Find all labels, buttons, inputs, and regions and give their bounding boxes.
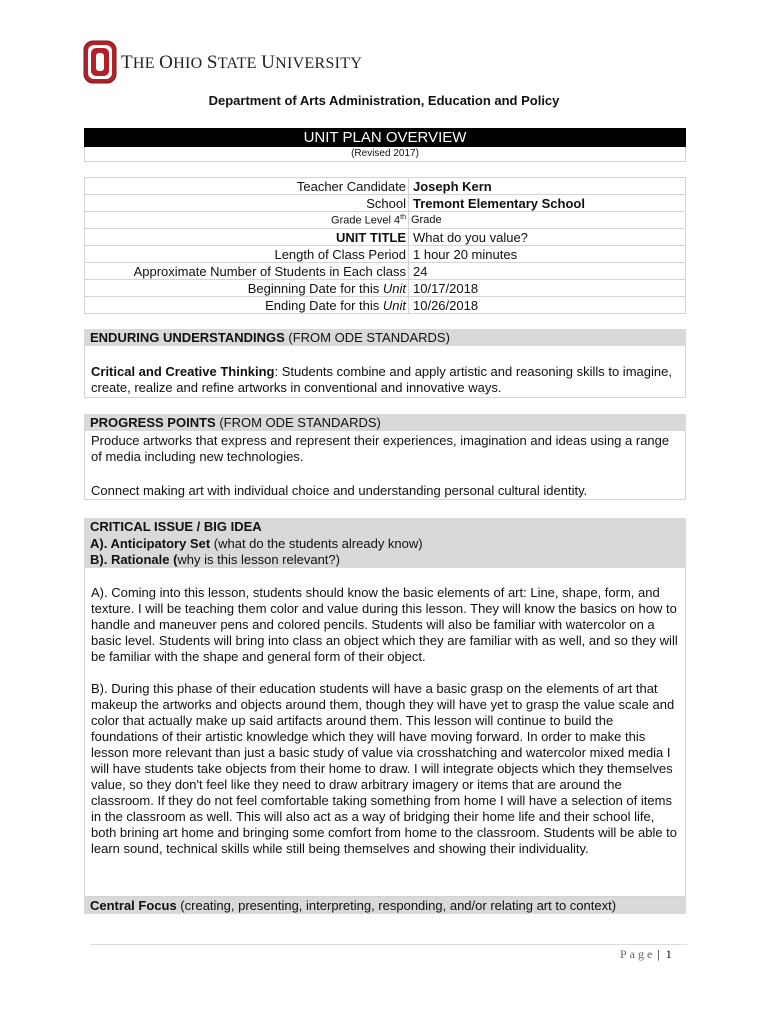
teacher-label: Teacher Candidate	[296, 179, 406, 194]
page-number: Page | 1	[620, 947, 672, 961]
row-end-date	[84, 297, 686, 314]
progress-header: PROGRESS POINTS (FROM ODE STANDARDS)	[84, 414, 686, 431]
row-grade	[84, 212, 686, 229]
central-focus-header: Central Focus (creating, presenting, interpreting, responding, and/or relating art to context)	[84, 897, 686, 914]
university-name: THE OHIO STATE UNIVERSITY	[121, 52, 363, 73]
critical-body	[84, 568, 686, 897]
unit-title-value: What do you value?	[413, 230, 528, 245]
revised-note: (Revised 2017)	[84, 147, 686, 162]
footer-rule	[90, 944, 687, 945]
critical-title: CRITICAL ISSUE / BIG IDEA	[90, 519, 262, 534]
length-label: Length of Class Period	[274, 247, 406, 262]
critical-header	[84, 518, 686, 568]
unit-title-label: UNIT TITLE	[335, 230, 406, 245]
enduring-header: ENDURING UNDERSTANDINGS (FROM ODE STANDARDS)	[84, 329, 686, 346]
school-label: School	[366, 196, 406, 211]
students-label: Approximate Number of Students in Each class	[133, 264, 406, 279]
students-value: 24	[413, 264, 428, 279]
enduring-body: Critical and Creative Thinking: Students combine and apply artistic and reasoning skills to imagine, create, realize and refine artworks in conventional and innovative ways.	[84, 346, 686, 398]
row-school	[84, 195, 686, 212]
row-students	[84, 263, 686, 280]
school-value: Tremont Elementary School	[413, 196, 585, 211]
anticipatory-set-heading: A). Anticipatory Set (what do the students already know)	[90, 535, 423, 551]
teacher-value: Joseph Kern	[413, 179, 492, 194]
end-value: 10/26/2018	[413, 298, 479, 313]
grade-value: Grade	[411, 214, 442, 226]
unit-plan-title: UNIT PLAN OVERVIEW	[84, 128, 686, 147]
progress-point-1: Produce artworks that express and represent their experiences, imagination and ideas using a range of media including new technologies.	[91, 433, 670, 464]
length-value: 1 hour 20 minutes	[413, 247, 518, 262]
department-name: Department of Arts Administration, Education and Policy	[208, 93, 560, 108]
anticipatory-set-text: A). Coming into this lesson, students should know the basic elements of art: Line, shape, form, and texture. I will be teaching them color and value during this lesson. They will know the basics on how to handle and maneuver pens and colored pencils. Students will also be familiar with watercolor on a basic level. Students will bring into class an object which they are familiar with as well, and so they will be familiar with the shape and general form of their object.	[91, 585, 678, 664]
ohio-state-block-o-logo	[83, 40, 117, 84]
rationale-heading: B). Rationale (why is this lesson relevant?)	[90, 552, 340, 567]
end-label: Ending Date for this Unit	[265, 298, 406, 313]
rationale-text: B). During this phase of their education students will have a basic grasp on the elements of art that makeup the artworks and objects around them, though they will have yet to grasp the value scale and color that actually make up said artifacts around them. This lesson will continue to build the foundations of their artistic knowledge which they will have moving forward. In order to make this lesson more relevant than just a basic study of value via crosshatching and watercolor mixed media I will have students take objects from their home to draw. I will integrate objects which they themselves value, so they don't feel like they need to draw arbitrary imagery or items that are around the classroom. If they do not feel comfortable taking something from home I will have a selection of items in the classroom as well. This will also act as a way of bridging their home life and their school life, both brining art home and bringing some comfort from home to the classroom. Students will be able to learn sound, technical skills while still being themselves and showing their individuality.	[91, 681, 678, 856]
begin-label: Beginning Date for this Unit	[247, 281, 406, 296]
begin-value: 10/17/2018	[413, 281, 479, 296]
row-unit-title	[84, 229, 686, 246]
progress-point-2: Connect making art with individual choice and understanding personal cultural identity.	[91, 483, 588, 498]
row-begin-date	[84, 280, 686, 297]
row-length	[84, 246, 686, 263]
progress-body	[84, 431, 686, 500]
grade-label: Grade Level 4th	[331, 214, 406, 227]
row-teacher	[84, 177, 686, 195]
